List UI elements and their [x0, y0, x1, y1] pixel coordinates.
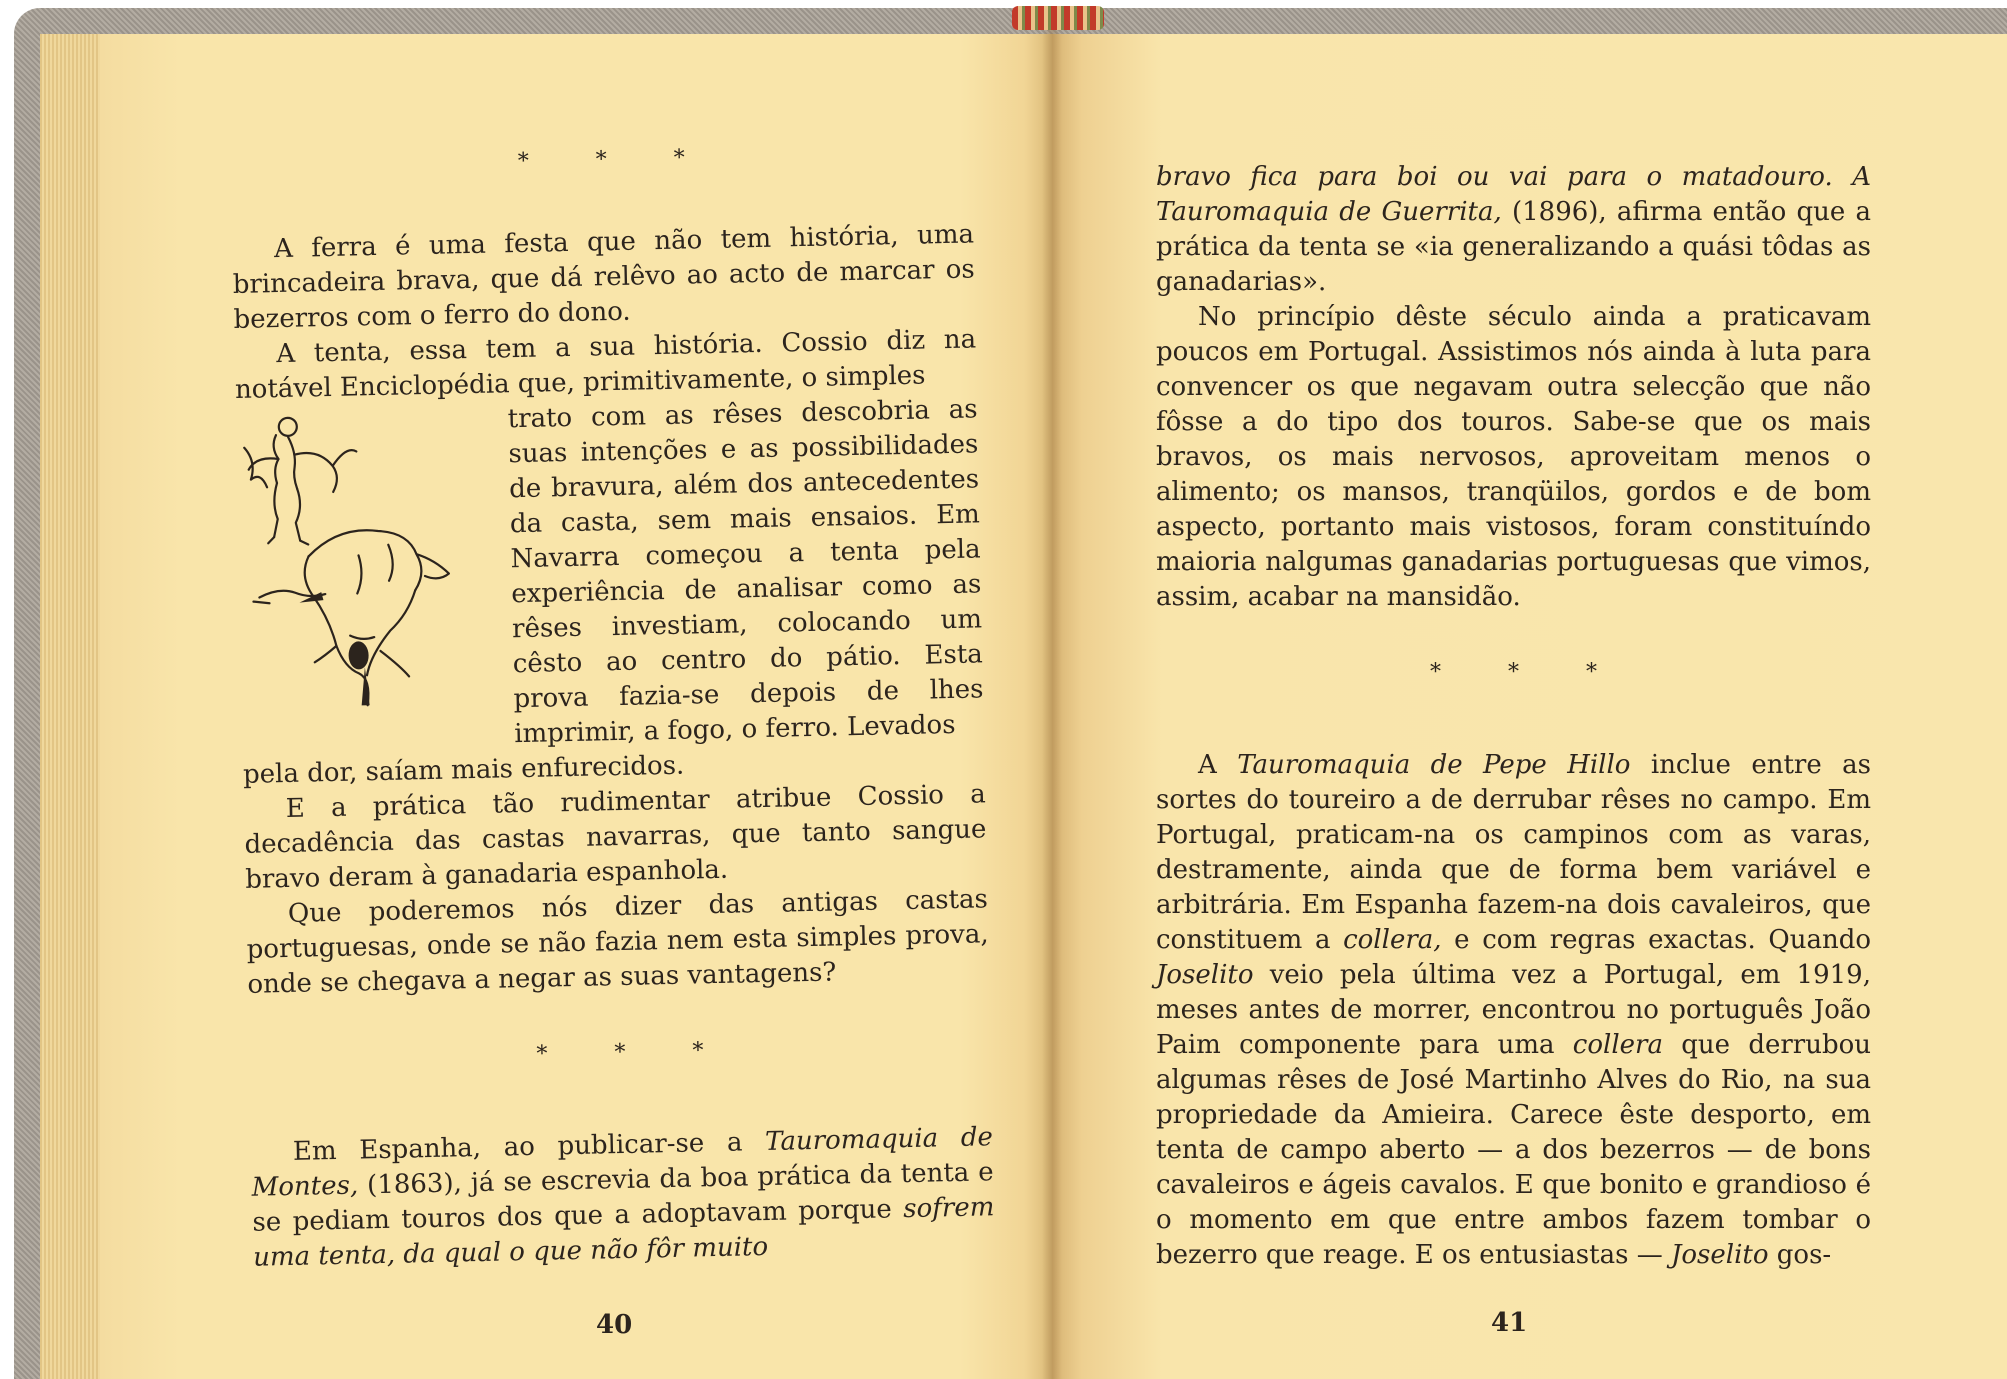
paragraph: pela dor, saíam mais enfurecidos. — [242, 750, 685, 790]
text-run: A — [1198, 750, 1238, 780]
term: collera, — [1343, 925, 1442, 955]
text-run: veio pela última vez a Portugal, em 1919, meses antes de morrer, encontrou no português João Paim componente para uma — [1156, 960, 1871, 1060]
section-divider: * * * — [1430, 660, 1627, 685]
paragraph: trato com as rêses descobria as suas intenções e as possibilidades de bravura, além dos antecedentes da casta, sem mais ensaios. Em Navarra começou a tenta pela experiência de analisar como as rêses investiam, colocando um cêsto ao centro do pátio. Esta prova fazia-se depois de lhes imprimir, a fogo, o ferro. Levados — [507, 394, 984, 750]
quotation: bravo fica para boi ou vai para o matadouro. A Tauromaquia de Guerrita, — [1156, 162, 1871, 227]
left-page-text — [230, 134, 995, 1275]
section-divider: * * * — [536, 1037, 734, 1067]
page-number: 41 — [1491, 1308, 1528, 1338]
text-run: inclue entre as sortes do toureiro a de derrubar rêses no campo. Em Portugal, praticam-na os campinos com as varas, destramente, ainda que de forma bem variável e arbitrária. Em Espanha fazem-na dois cavaleiros, que constituem a — [1156, 750, 1871, 955]
book-title: Tauromaquia de Pepe Hillo — [1237, 750, 1631, 780]
text-run: Em Espanha, ao publicar-se a — [292, 1127, 766, 1167]
paragraph — [1156, 748, 1871, 1273]
book-gutter — [1042, 30, 1062, 1379]
ribbon-bookmark — [1012, 6, 1104, 30]
illustrated-block — [235, 392, 984, 757]
text-run: e com regras exactas. Quando — [1441, 925, 1871, 955]
book-title: Tauromaquia de Montes, — [251, 1122, 994, 1203]
bullfight-illustration — [235, 402, 503, 717]
section-divider: * * * — [517, 144, 716, 174]
term: collera — [1572, 1030, 1663, 1060]
paragraph — [251, 1120, 996, 1276]
paragraph: No princípio dêste século ainda a praticavam poucos em Portugal. Assistimos nós ainda à luta para convencer os que negavam outra selecção que não fôsse a do tipo dos touros. Sabe-se que os mais bravos, os mais nervosos, aproveitam menos o alimento; os mansos, tranqüilos, gordos e de bom aspecto, portanto mais vistosos, foram constituíndo maioria nalgumas ganadarias portuguesas que vimos, assim, acabar na mansidão. — [1156, 302, 1871, 612]
paragraph: A ferra é uma festa que não tem história, uma brincadeira brava, que dá relêvo ao acto de marcar os bezerros com o ferro do dono. — [232, 219, 975, 335]
page-edges — [40, 34, 100, 1379]
person-name: Joselito — [1156, 960, 1254, 990]
text-run: que derrubou algumas rêses de José Martinho Alves do Rio, na sua propriedade da Amieira. Carece êste desporto, em tenta de campo aberto — a dos bezerros — de bons cavaleiros e ágeis cavalos. E que bonito e grandioso é o momento em que entre ambos fazem tombar o bezerro que reage. E os entusiastas — — [1156, 1030, 1871, 1270]
text-run: (1896), afirma então que a prática da tenta se «ia generalizando a quási tôdas as ganadarias». — [1156, 197, 1872, 297]
page-number: 40 — [596, 1310, 633, 1340]
right-page-text — [1156, 160, 1871, 1273]
wrapped-text-column — [507, 392, 984, 752]
paragraph: A tenta, essa tem a sua história. Cossio diz na notável Enciclopédia que, primitivamente, o simples — [234, 324, 977, 405]
text-run: (1863), já se escrevia da boa prática da tenta e se pediam touros dos que a adoptavam porque — [252, 1157, 994, 1238]
paragraph: E a prática tão rudimentar atribue Cossio a decadência das castas navarras, que tanto sangue bravo deram à ganadaria espanhola. — [244, 779, 987, 895]
quotation: sofrem uma tenta, da qual o que não fôr muito — [252, 1192, 995, 1273]
paragraph: Que poderemos nós dizer das antigas castas portuguesas, onde se não fazia nem esta simples prova, onde se chegava a negar as suas vantagens? — [246, 884, 989, 1000]
text-run: gos- — [1768, 1240, 1832, 1270]
person-name: Joselito — [1670, 1240, 1769, 1270]
paragraph — [1156, 160, 1871, 300]
